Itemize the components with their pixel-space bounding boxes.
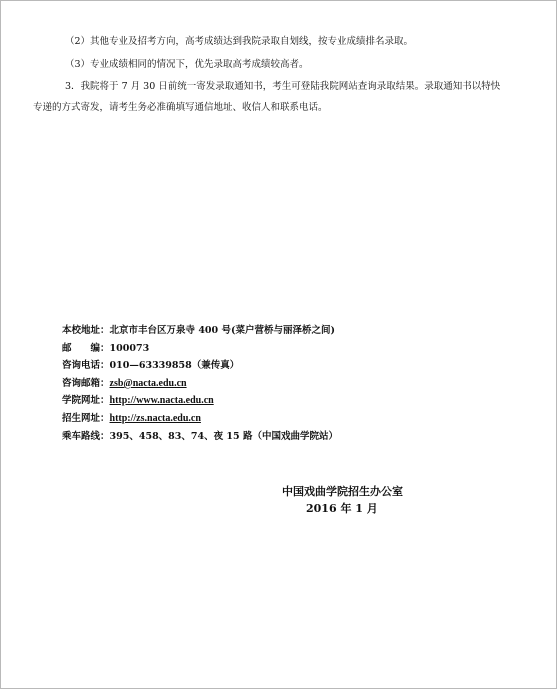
signature-office: 中国戏曲学院招生办公室 [282, 485, 403, 498]
email-row [62, 375, 338, 393]
admission-site-label: 招生网址： [62, 412, 110, 424]
postcode-label: 邮 编： [62, 342, 110, 354]
address-value: 北京市丰台区万泉寺 400 号(菜户营桥与丽泽桥之间) [109, 325, 335, 336]
postcode-row [62, 340, 338, 358]
admission-site-row [62, 410, 338, 428]
contact-block [62, 322, 338, 445]
email-label: 咨询邮箱： [62, 377, 110, 389]
bus-route-value: 395、458、83、74、夜 15 路（中国戏曲学院站） [109, 430, 338, 442]
website-link[interactable]: http://www.nacta.edu.cn [109, 395, 214, 407]
signature-date: 2016 年 1 月 [306, 502, 378, 515]
admission-site-link[interactable]: http://zs.nacta.edu.cn [109, 412, 201, 424]
bus-route-label: 乘车路线： [62, 430, 110, 442]
postcode-value: 100073 [109, 342, 150, 354]
address-label: 本校地址： [62, 325, 110, 336]
phone-value: 010—63339858（兼传真） [109, 360, 240, 372]
email-link[interactable]: zsb@nacta.edu.cn [109, 377, 187, 389]
paragraph-rule-2: （2）其他专业及招考方向，高考成绩达到我院录取自划线，按专业成绩排名录取。 [65, 36, 414, 47]
phone-label: 咨询电话： [62, 360, 110, 372]
bus-route-row [62, 428, 338, 446]
website-row [62, 392, 338, 410]
paragraph-rule-3: （3）专业成绩相同的情况下，优先录取高考成绩较高者。 [65, 59, 309, 70]
phone-row [62, 357, 338, 375]
paragraph-notice-line-1: 3．我院将于 7 月 30 日前统一寄发录取通知书，考生可登陆我院网站查询录取结果。录取通知书以特快 [65, 81, 501, 92]
address-row [62, 322, 338, 340]
website-label: 学院网址： [62, 395, 110, 407]
paragraph-notice-line-2: 专递的方式寄发，请考生务必准确填写通信地址、收信人和联系电话。 [33, 102, 328, 113]
